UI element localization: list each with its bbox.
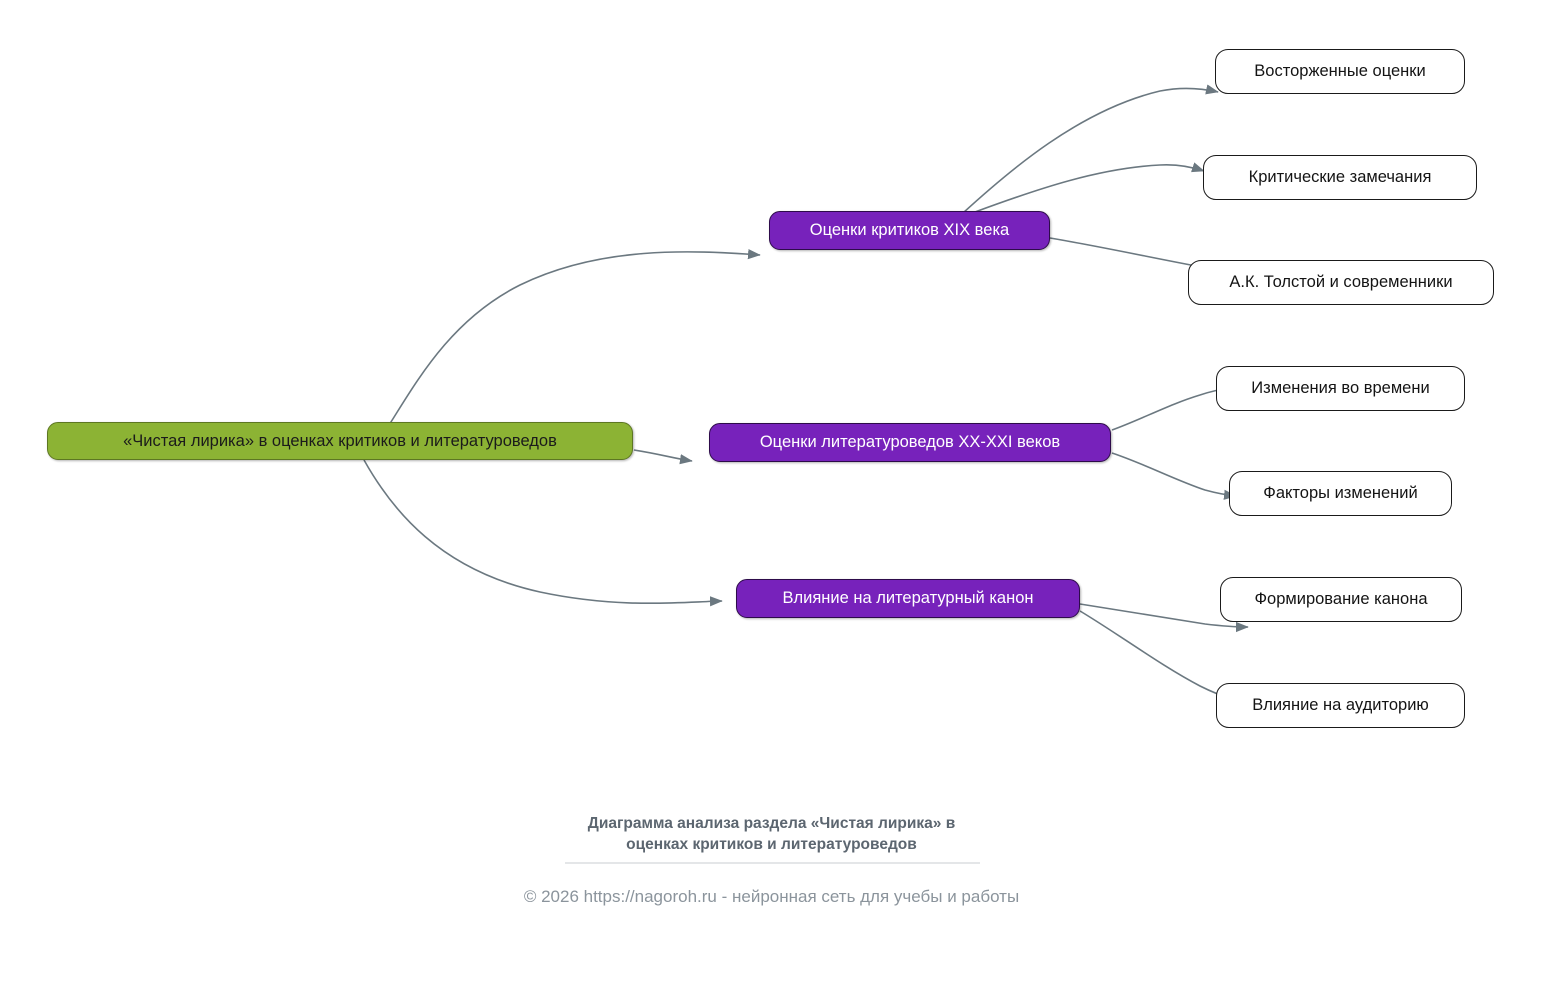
edge-branch-3-to-leaf-2 <box>1080 611 1232 699</box>
mindmap-root-node[interactable] <box>47 422 633 460</box>
mindmap-branch-label-2: Оценки литературоведов XX-XXI веков <box>759 433 1061 452</box>
mindmap-leaf-node-2-1[interactable] <box>1216 366 1465 411</box>
mindmap-root-label: «Чистая лирика» в оценках критиков и литературоведов <box>123 431 557 450</box>
mindmap-leaf-label-2-2: Факторы изменений <box>1263 484 1418 503</box>
mindmap-leaf-label-2-1: Изменения во времени <box>1251 379 1430 398</box>
mindmap-leaf-node-3-2[interactable] <box>1216 683 1465 728</box>
mindmap-leaf-label-1-1: Восторженные оценки <box>1254 62 1426 81</box>
edge-branch-2-to-leaf-2 <box>1112 453 1236 496</box>
edge-root-to-branch-3 <box>364 460 722 603</box>
mindmap-leaf-label-3-1: Формирование канона <box>1254 590 1428 609</box>
mindmap-leaf-node-3-1[interactable] <box>1220 577 1462 622</box>
edge-branch-2-to-leaf-1 <box>1112 388 1232 430</box>
diagram-footer <box>0 887 1543 907</box>
mindmap-leaf-label-1-2: Критические замечания <box>1248 168 1432 187</box>
mindmap-leaf-node-2-2[interactable] <box>1229 471 1452 516</box>
mindmap-branch-node-3[interactable] <box>736 579 1080 618</box>
mindmap-leaf-node-1-2[interactable] <box>1203 155 1477 200</box>
mindmap-branch-node-2[interactable] <box>709 423 1111 462</box>
mindmap-leaf-label-3-2: Влияние на аудиторию <box>1252 696 1429 715</box>
mindmap-branch-node-1[interactable] <box>769 211 1050 250</box>
mindmap-leaf-label-1-3: А.К. Толстой и современники <box>1229 273 1453 292</box>
edge-branch-1-to-leaf-1 <box>963 88 1218 213</box>
diagram-caption-line-2: оценках критиков и литературоведов <box>626 835 917 853</box>
mindmap-leaf-node-1-1[interactable] <box>1215 49 1465 94</box>
edge-branch-1-to-leaf-2 <box>975 165 1204 212</box>
mindmap-branch-label-1: Оценки критиков XIX века <box>809 221 1010 240</box>
mindmap-branch-label-3: Влияние на литературный канон <box>782 589 1034 608</box>
edge-root-to-branch-2 <box>634 450 692 461</box>
diagram-caption <box>0 814 1543 856</box>
diagram-caption-line-1: Диаграмма анализа раздела «Чистая лирика» в <box>587 815 956 832</box>
mindmap-leaf-node-1-3[interactable] <box>1188 260 1494 305</box>
diagram-footer-text: © 2026 https://nagoroh.ru - нейронная сеть для учебы и работы <box>523 887 1020 906</box>
